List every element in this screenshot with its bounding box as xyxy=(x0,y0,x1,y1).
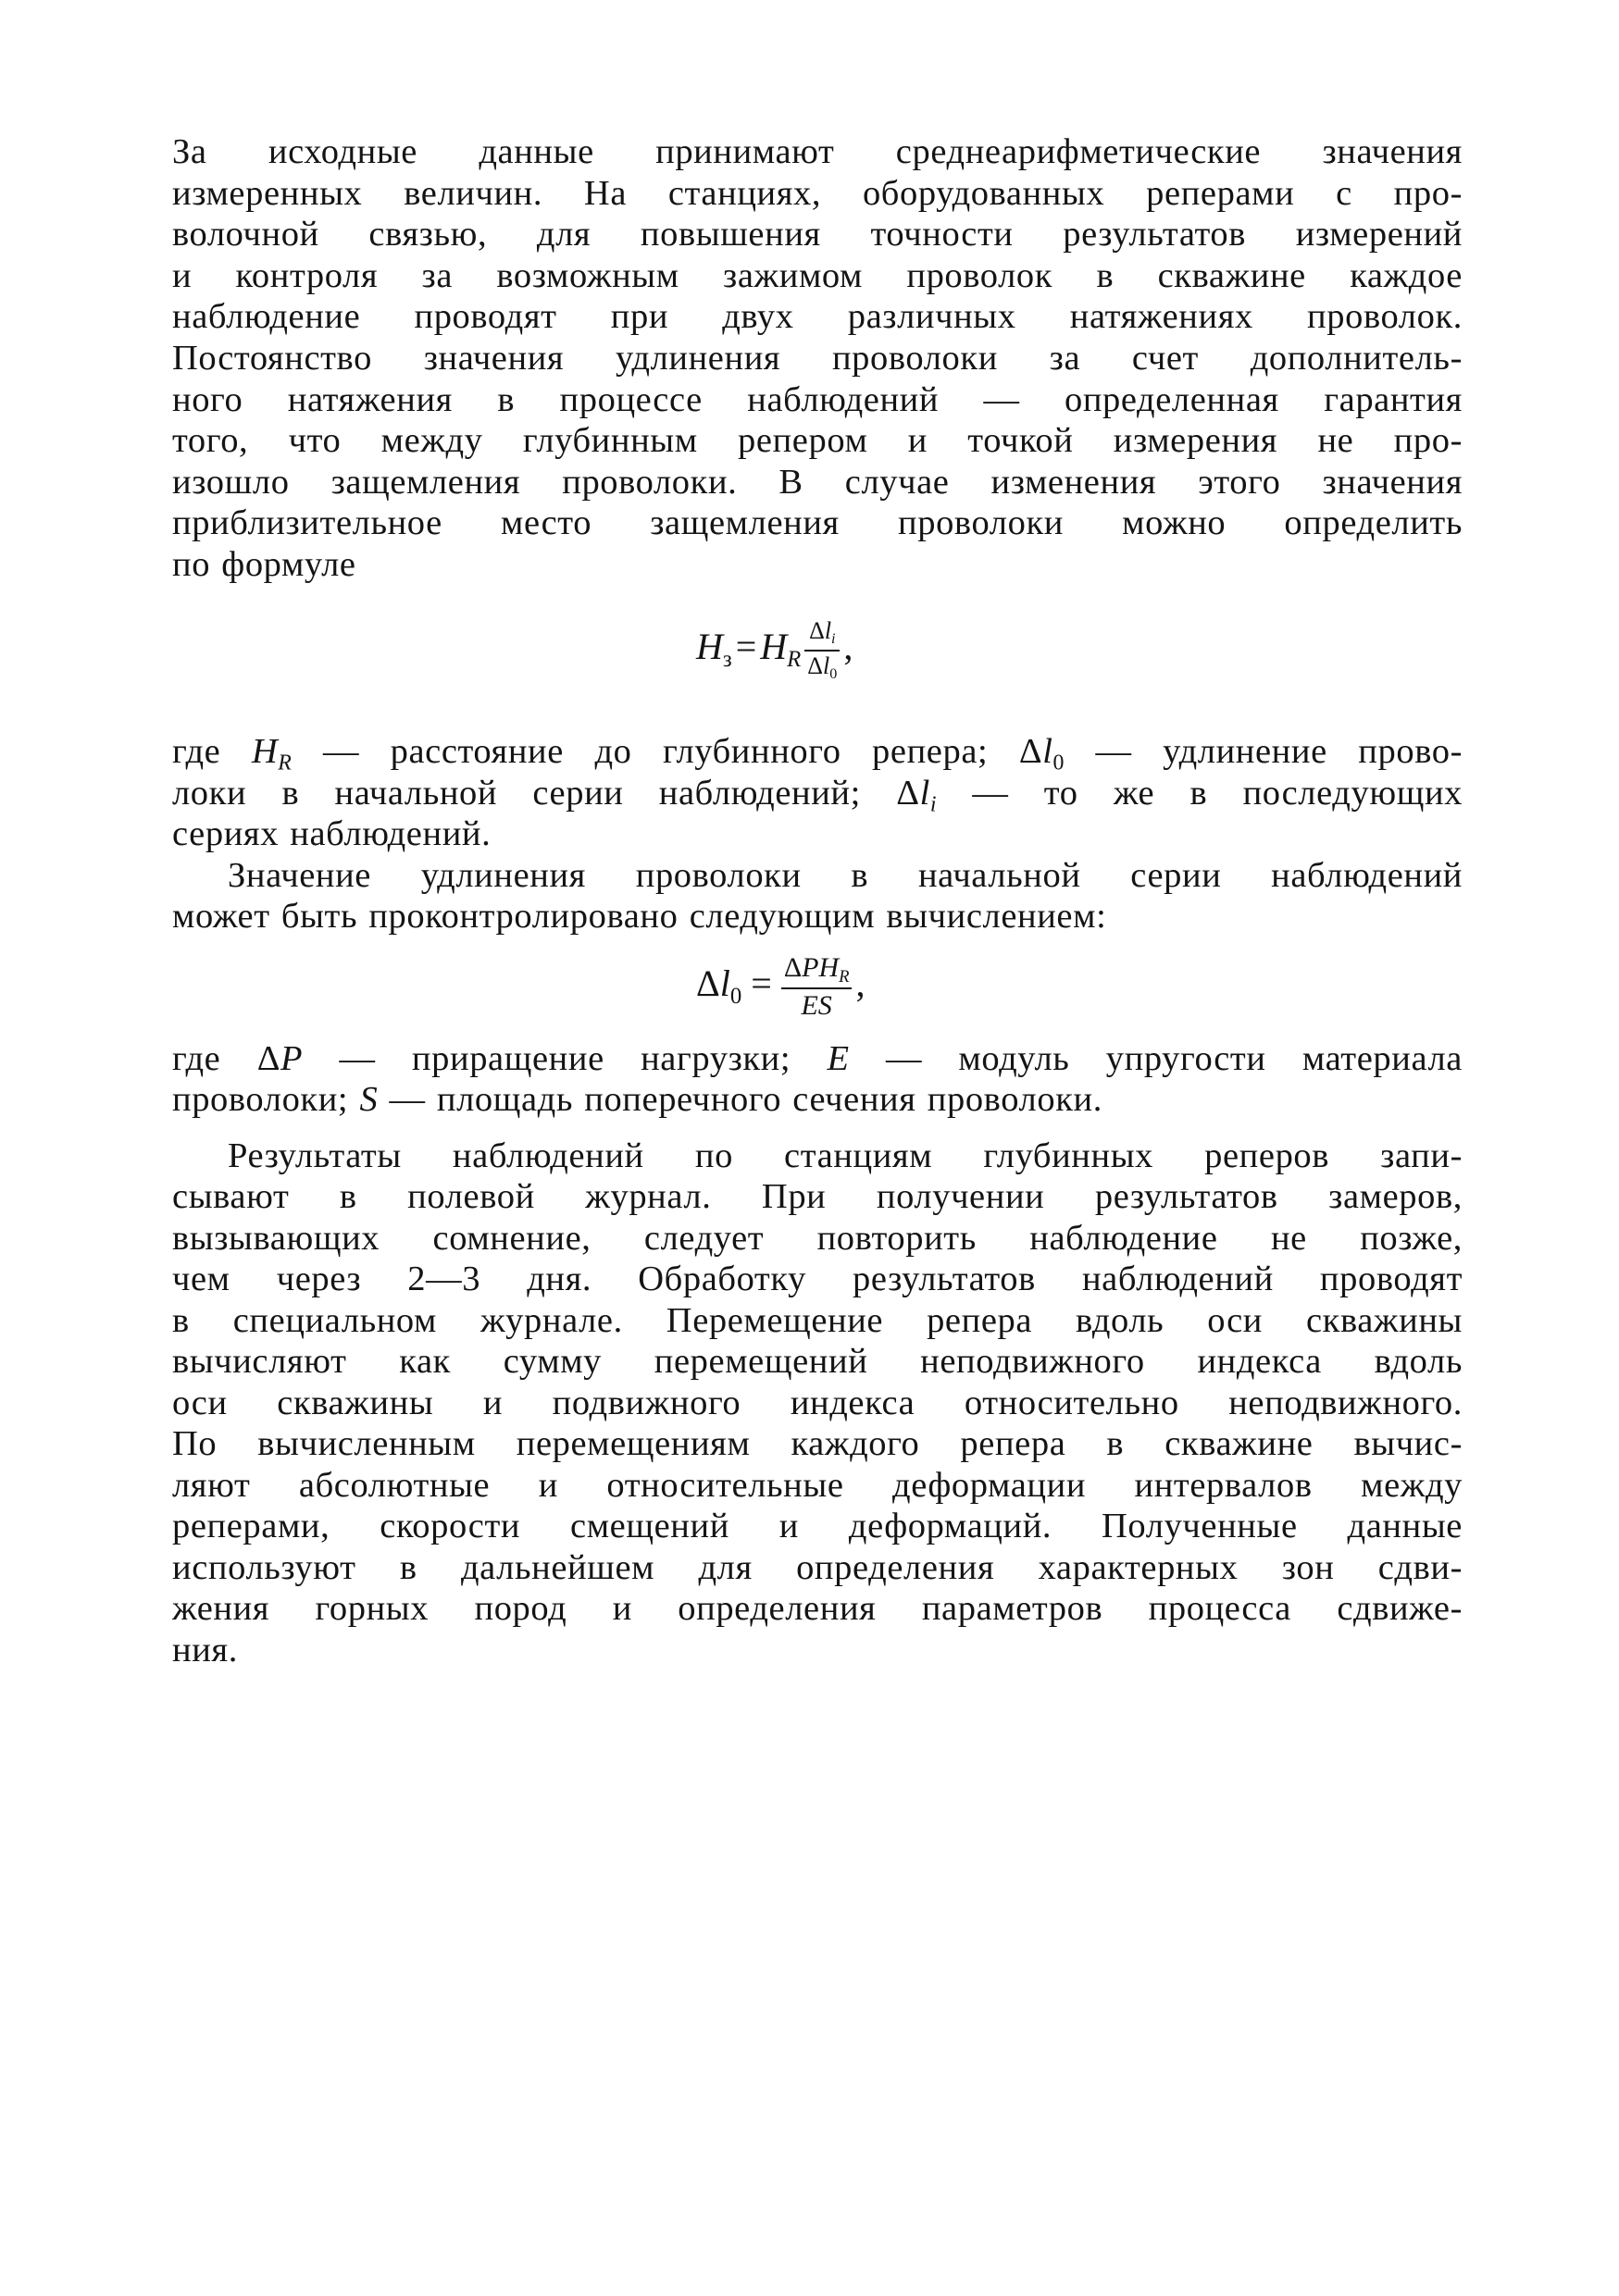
p5-line-2: сывают в полевой журнал. При получении результатов замеров, xyxy=(172,1177,1463,1216)
p5-line-8: По вычисленным перемещениям каждого репера в скважине вычис- xyxy=(172,1424,1463,1463)
where2-line-1: где ΔP — приращение нагрузки; E — модуль упругости материала xyxy=(172,1039,1463,1078)
p1-line-11: по формуле xyxy=(172,545,356,584)
p5-line-6: вычисляют как сумму перемещений неподвижного индекса вдоль xyxy=(172,1342,1463,1381)
f2-denominator: ES xyxy=(801,990,832,1022)
p5-line-5: в специальном журнале. Перемещение репера вдоль оси скважины xyxy=(172,1301,1463,1340)
p5-line-13: ния. xyxy=(172,1631,238,1669)
p3-line-1: Значение удлинения проволоки в начальной серии наблюдений xyxy=(228,856,1463,895)
formula-clamp-depth xyxy=(696,618,853,688)
f1-equals: = xyxy=(735,626,757,668)
where2-line-2: проволоки; S — площадь поперечного сечения проволоки. xyxy=(172,1080,1102,1119)
f1-rhs-symbol: HR xyxy=(760,626,802,673)
f2-fraction xyxy=(781,953,853,1021)
p1-line-3: волочной связью, для повышения точности результатов измерений xyxy=(172,215,1463,254)
p5-line-9: ляют абсолютные и относительные деформации интервалов между xyxy=(172,1466,1463,1505)
p3-line-2: может быть проконтролировано следующим вычислением: xyxy=(172,897,1107,936)
f1-fraction xyxy=(804,618,840,683)
where1-line-2: локи в начальной серии наблюдений; Δli — то же в последующих xyxy=(172,774,1463,817)
p1-line-7: ного натяжения в процессе наблюдений — определенная гарантия xyxy=(172,380,1463,419)
p1-line-1: За исходные данные принимают среднеарифметические значения xyxy=(172,132,1463,171)
f1-numerator: Δli xyxy=(804,618,840,652)
p1-line-4: и контроля за возможным зажимом проволок в скважине каждое xyxy=(172,256,1463,295)
p5-line-12: жения горных пород и определения параметров процесса сдвиже- xyxy=(172,1589,1463,1628)
formula-initial-elongation xyxy=(696,953,865,1024)
p5-line-7: оси скважины и подвижного индекса относительно неподвижного. xyxy=(172,1384,1463,1422)
f2-lhs: $\Delta l_0$ xyxy=(696,962,742,1009)
f1-denominator: $\Delta l_0$ xyxy=(807,652,838,683)
p1-line-5: наблюдение проводят при двух различных натяжениях проволок. xyxy=(172,297,1463,336)
p1-line-2: измеренных величин. На станциях, оборудованных реперами с про- xyxy=(172,174,1463,213)
p1-line-10: приблизительное место защемления проволоки можно определить xyxy=(172,503,1463,542)
f2-comma: , xyxy=(855,962,866,1004)
where1-line-3: сериях наблюдений. xyxy=(172,814,492,853)
p5-line-3: вызывающих сомнение, следует повторить наблюдение не позже, xyxy=(172,1219,1463,1258)
f1-comma: , xyxy=(843,626,853,668)
p5-line-4: чем через 2—3 дня. Обработку результатов наблюдений проводят xyxy=(172,1260,1463,1298)
p1-line-6: Постоянство значения удлинения проволоки за счет дополнитель- xyxy=(172,339,1463,378)
p1-line-8: того, что между глубинным репером и точкой измерения не про- xyxy=(172,421,1463,460)
f2-numerator: ΔPHR xyxy=(781,953,853,989)
f2-equals: = xyxy=(751,962,772,1004)
p5-line-1: Результаты наблюдений по станциям глубинных реперов запи- xyxy=(228,1136,1463,1175)
where1-line-1: где HR — расстояние до глубинного репера; $\Delta l_0$ — удлинение прово- xyxy=(172,732,1463,776)
f1-lhs: $H_з$ xyxy=(696,626,732,673)
p5-line-10: реперами, скорости смещений и деформаций. Полученные данные xyxy=(172,1507,1463,1545)
p5-line-11: используют в дальнейшем для определения характерных зон сдви- xyxy=(172,1548,1463,1587)
p1-line-9: изошло защемления проволоки. В случае изменения этого значения xyxy=(172,463,1463,502)
